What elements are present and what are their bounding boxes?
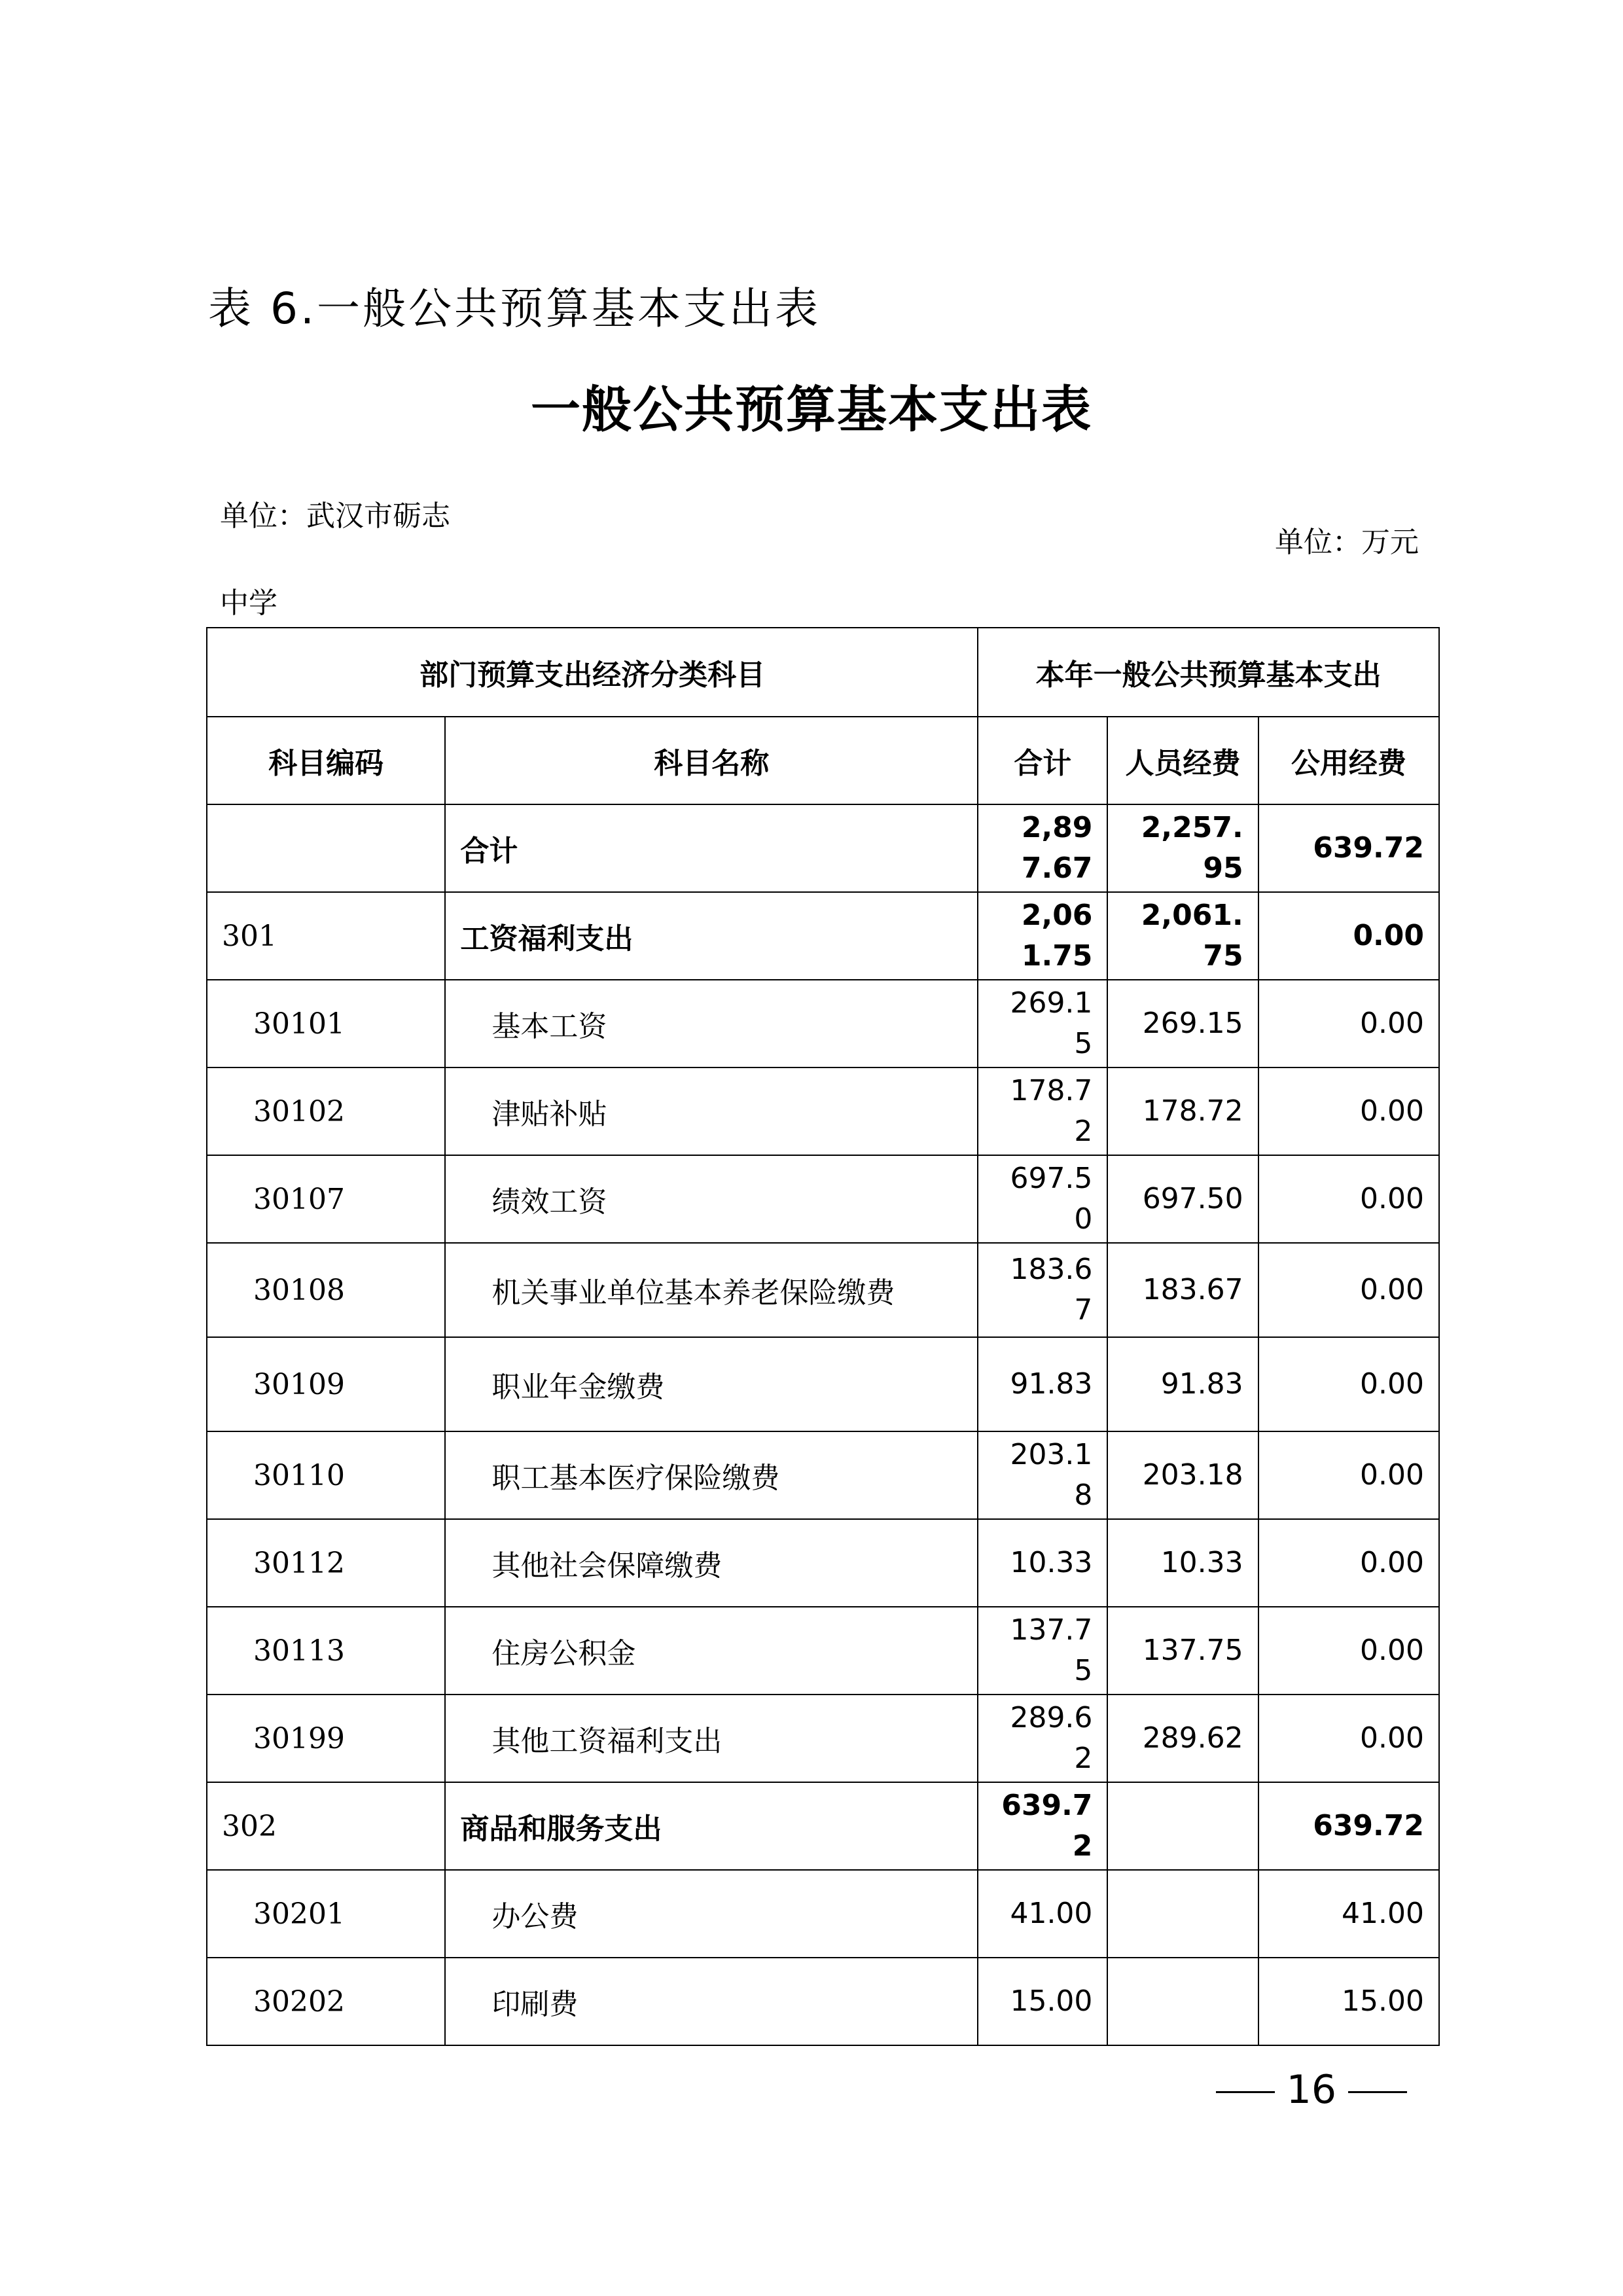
page-number-value: 16: [1286, 2067, 1336, 2113]
cell-personnel: 2,061.75: [1107, 892, 1258, 980]
cell-code: 30201: [207, 1870, 445, 1958]
section-title: 表 6.一般公共预算基本支出表: [208, 283, 821, 334]
cell-name: 其他工资福利支出: [445, 1695, 978, 1782]
table-row: [207, 1695, 1439, 1782]
cell-public: 639.72: [1258, 804, 1439, 892]
cell-personnel: 183.67: [1107, 1243, 1258, 1337]
cell-code: 30101: [207, 980, 445, 1067]
cell-personnel: 2,257.95: [1107, 804, 1258, 892]
cell-code: [207, 804, 445, 892]
column-header-public: 公用经费: [1258, 717, 1439, 804]
cell-personnel: 269.15: [1107, 980, 1258, 1067]
cell-public: 0.00: [1258, 1519, 1439, 1607]
cell-name: 商品和服务支出: [445, 1782, 978, 1870]
cell-name: 津贴补贴: [445, 1067, 978, 1155]
cell-name: 工资福利支出: [445, 892, 978, 980]
cell-code: 30199: [207, 1695, 445, 1782]
unit-currency: 单位：万元: [1275, 526, 1419, 559]
group-header-classification: 部门预算支出经济分类科目: [207, 628, 978, 717]
table-row: [207, 1870, 1439, 1958]
cell-name: 印刷费: [445, 1958, 978, 2045]
cell-personnel: 697.50: [1107, 1155, 1258, 1243]
cell-personnel: 10.33: [1107, 1519, 1258, 1607]
cell-name: 职业年金缴费: [445, 1337, 978, 1431]
cell-code: 30110: [207, 1431, 445, 1519]
cell-name: 职工基本医疗保险缴费: [445, 1431, 978, 1519]
cell-name: 住房公积金: [445, 1607, 978, 1695]
cell-personnel: 91.83: [1107, 1337, 1258, 1431]
column-header-code: 科目编码: [207, 717, 445, 804]
cell-personnel: 289.62: [1107, 1695, 1258, 1782]
cell-total: 10.33: [978, 1519, 1107, 1607]
cell-name: 基本工资: [445, 980, 978, 1067]
cell-code: 301: [207, 892, 445, 980]
cell-public: 0.00: [1258, 1337, 1439, 1431]
table-row: [207, 1519, 1439, 1607]
cell-name: 机关事业单位基本养老保险缴费: [445, 1243, 978, 1337]
cell-name: 合计: [445, 804, 978, 892]
table-row: [207, 1782, 1439, 1870]
cell-total: 178.72: [978, 1067, 1107, 1155]
unit-organization: 单位：武汉市砺志中学: [220, 499, 450, 620]
cell-code: 30202: [207, 1958, 445, 2045]
cell-public: 0.00: [1258, 1067, 1439, 1155]
cell-public: 15.00: [1258, 1958, 1439, 2045]
cell-total: 137.75: [978, 1607, 1107, 1695]
table-row: [207, 804, 1439, 892]
cell-public: 0.00: [1258, 1243, 1439, 1337]
cell-total: 2,061.75: [978, 892, 1107, 980]
cell-total: 183.67: [978, 1243, 1107, 1337]
cell-public: 41.00: [1258, 1870, 1439, 1958]
cell-personnel: 203.18: [1107, 1431, 1258, 1519]
table-row: [207, 1431, 1439, 1519]
table-row: [207, 1067, 1439, 1155]
cell-name: 办公费: [445, 1870, 978, 1958]
cell-personnel: [1107, 1958, 1258, 2045]
cell-public: 0.00: [1258, 1155, 1439, 1243]
table-row: [207, 1243, 1439, 1337]
cell-total: 2,897.67: [978, 804, 1107, 892]
cell-code: 30109: [207, 1337, 445, 1431]
group-header-row: [207, 628, 1439, 717]
cell-public: 0.00: [1258, 892, 1439, 980]
cell-public: 0.00: [1258, 1431, 1439, 1519]
budget-table: [206, 627, 1440, 2046]
table-row: [207, 980, 1439, 1067]
cell-code: 30113: [207, 1607, 445, 1695]
cell-total: 289.62: [978, 1695, 1107, 1782]
table-row: [207, 1958, 1439, 2045]
cell-public: 0.00: [1258, 1607, 1439, 1695]
cell-name: 绩效工资: [445, 1155, 978, 1243]
cell-code: 30107: [207, 1155, 445, 1243]
cell-name: 其他社会保障缴费: [445, 1519, 978, 1607]
cell-total: 203.18: [978, 1431, 1107, 1519]
group-header-basic-expenditure: 本年一般公共预算基本支出: [978, 628, 1439, 717]
column-header-row: [207, 717, 1439, 804]
cell-public: 639.72: [1258, 1782, 1439, 1870]
cell-total: 697.50: [978, 1155, 1107, 1243]
page-number: [1204, 2067, 1419, 2113]
cell-code: 30108: [207, 1243, 445, 1337]
table-row: [207, 892, 1439, 980]
cell-public: 0.00: [1258, 980, 1439, 1067]
cell-total: 41.00: [978, 1870, 1107, 1958]
column-header-name: 科目名称: [445, 717, 978, 804]
dash-left: [1216, 2091, 1275, 2093]
cell-code: 302: [207, 1782, 445, 1870]
cell-personnel: [1107, 1782, 1258, 1870]
column-header-personnel: 人员经费: [1107, 717, 1258, 804]
document-title: 一般公共预算基本支出表: [531, 380, 1092, 439]
column-header-total: 合计: [978, 717, 1107, 804]
cell-personnel: 137.75: [1107, 1607, 1258, 1695]
cell-total: 269.15: [978, 980, 1107, 1067]
cell-public: 0.00: [1258, 1695, 1439, 1782]
cell-code: 30102: [207, 1067, 445, 1155]
cell-personnel: [1107, 1870, 1258, 1958]
table-row: [207, 1607, 1439, 1695]
cell-total: 91.83: [978, 1337, 1107, 1431]
table-row: [207, 1155, 1439, 1243]
cell-total: 15.00: [978, 1958, 1107, 2045]
dash-right: [1348, 2091, 1407, 2093]
cell-code: 30112: [207, 1519, 445, 1607]
cell-total: 639.72: [978, 1782, 1107, 1870]
cell-personnel: 178.72: [1107, 1067, 1258, 1155]
table-row: [207, 1337, 1439, 1431]
